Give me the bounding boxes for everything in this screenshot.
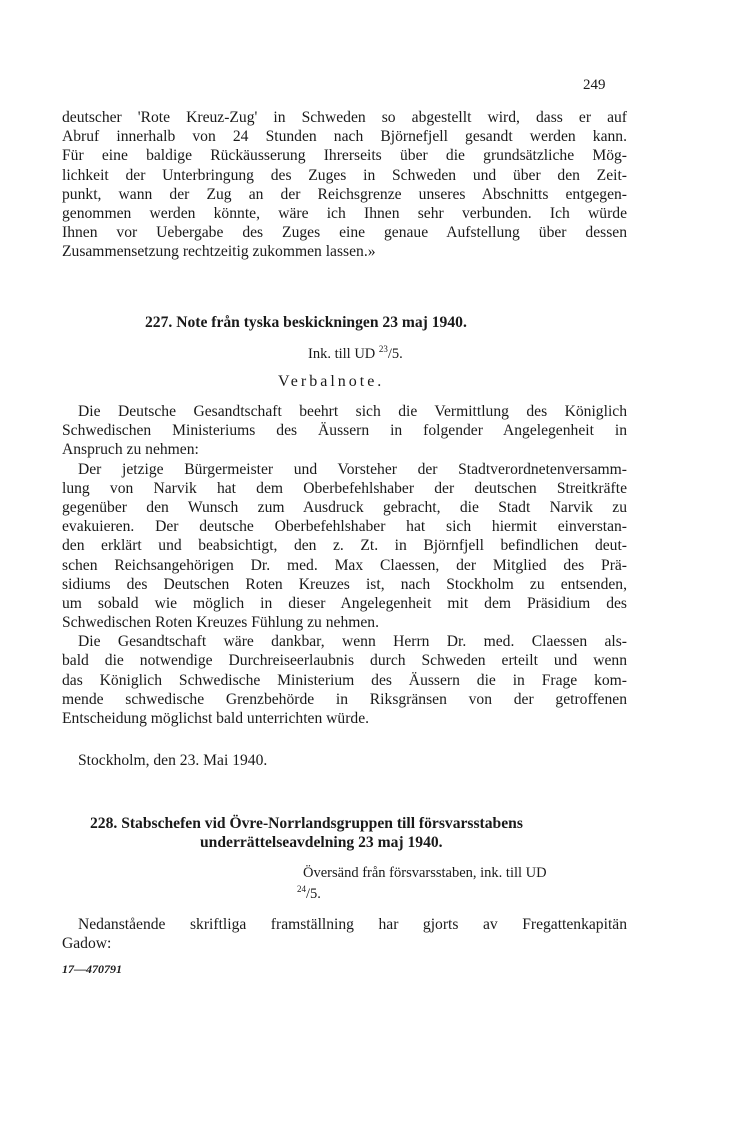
text-line: mende schwedische Grenzbehörde in Riksgränsen von der getroffenen [62, 690, 627, 708]
doc-228-heading-line-2: underrättelseavdelning 23 maj 1940. [200, 834, 443, 851]
text-line: deutscher 'Rote Kreuz-Zug' in Schweden so abgestellt wird, dass er auf [62, 109, 627, 126]
text-line: evakuieren. Der deutsche Oberbefehlshaber hat sich hiermit einverstan- [62, 518, 627, 536]
text-line: gegenüber den Wunsch zum Ausdruck gebracht, die Stadt Narvik zu [62, 498, 627, 516]
doc-228-heading-line-1: 228. Stabschefen vid Övre-Norrlandsgruppen till försvarsstabens [90, 815, 523, 832]
page-number: 249 [583, 77, 606, 93]
forward-date-day: 24 [297, 884, 306, 894]
receipt-label: Ink. till UD [308, 346, 376, 362]
forward-date-month: /5. [306, 886, 321, 902]
text-line: lichkeit der Unterbringung des Zuges in Schweden und über den Zeit- [62, 166, 627, 184]
text-line: Gadow: [62, 935, 112, 953]
text-line: um sobald wie möglich in dieser Angelegenheit mit dem Präsidium des [62, 594, 627, 612]
text-line: Der jetzige Bürgermeister und Vorsteher der Stadtverordnetenversamm- [78, 460, 627, 478]
text-line: Nedanstående skriftliga framställning har gjorts av Fregattenkapitän [78, 916, 627, 933]
text-line: Schwedischen Roten Kreuzes Fühlung zu nehmen. [62, 614, 379, 632]
doc-228-body [62, 915, 627, 953]
text-line: Die Gesandtschaft wäre dankbar, wenn Herrn Dr. med. Claessen als- [78, 633, 627, 651]
text-line: Für eine baldige Rückäusserung Ihrerseits über die grundsätzliche Mög- [62, 147, 627, 165]
doc-227-title: Verbalnote. [278, 373, 385, 390]
text-line: Die Deutsche Gesandtschaft beehrt sich die Vermittlung des Königlich [78, 403, 627, 420]
text-line: Entscheidung möglichst bald unterrichten würde. [62, 710, 370, 727]
doc-228-forward-note: Översänd från försvarsstaben, ink. till UD [303, 865, 547, 881]
receipt-month: /5. [387, 346, 403, 362]
text-line: punkt, wann der Zug an der Reichsgrenze unseres Abschnitts entgegen- [62, 185, 627, 203]
doc-227-closing: Stockholm, den 23. Mai 1940. [78, 752, 268, 769]
doc-227-body [62, 402, 627, 728]
text-line: genommen werden könnte, wäre ich Ihnen sehr verbunden. Ich würde [62, 204, 627, 222]
doc-227-heading: 227. Note från tyska beskickningen 23 maj 1940. [145, 314, 467, 331]
text-line: das Königlich Schwedische Ministerium des Äussern die in Frage kom- [62, 671, 627, 689]
text-line: lung von Narvik hat dem Oberbefehlshaber der deutschen Streitkräfte [62, 479, 627, 497]
text-line: Ihnen vor Uebergabe des Zuges eine genaue Aufstellung über dessen [62, 224, 627, 242]
printer-signature: 17—470791 [62, 962, 122, 976]
text-line: schen Reichsangehörigen Dr. med. Max Claessen, der Mitglied des Prä- [62, 556, 627, 574]
text-line: Schwedischen Ministeriums des Äussern in folgender Angelegenheit in [62, 422, 627, 440]
text-line: den erklärt und beabsichtigt, den z. Zt. in Björnfjell befindlichen deut- [62, 537, 627, 555]
text-line: Abruf innerhalb von 24 Stunden nach Björnefjell gesandt werden kann. [62, 128, 627, 146]
continuation-paragraph [62, 108, 627, 262]
text-line: Anspruch zu nehmen: [62, 441, 199, 459]
doc-227-receipt-note [308, 344, 403, 363]
receipt-date: 23 [378, 344, 388, 354]
text-line: Zusammensetzung rechtzeitig zukommen lassen.» [62, 243, 376, 261]
text-line: sidiums des Deutschen Roten Kreuzes ist, nach Stockholm zu entsenden, [62, 575, 627, 593]
text-line: bald die notwendige Durchreiseerlaubnis durch Schweden erteilt und wenn [62, 652, 627, 670]
doc-228-forward-date [297, 884, 321, 903]
